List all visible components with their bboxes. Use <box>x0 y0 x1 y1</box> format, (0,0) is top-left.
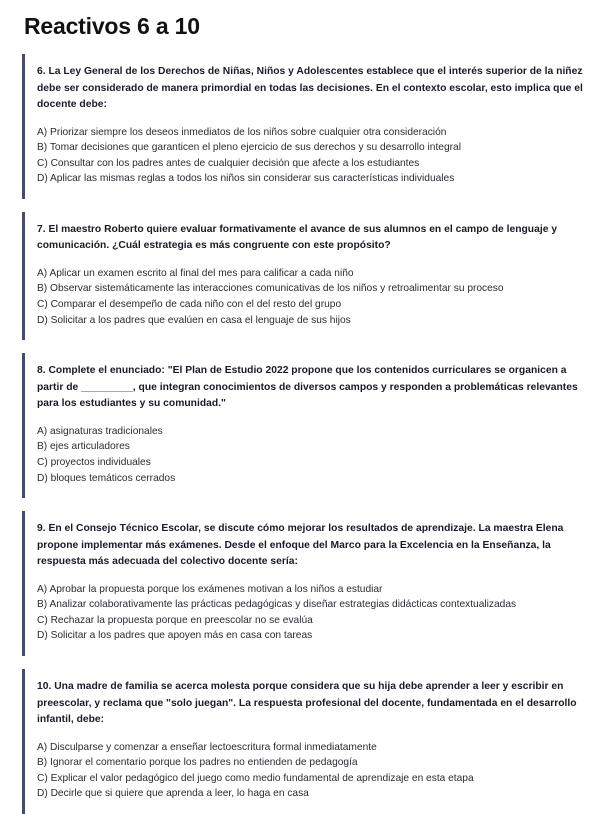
option-item[interactable]: C) proyectos individuales <box>37 456 151 468</box>
option-item[interactable]: A) asignaturas tradicionales <box>37 425 163 437</box>
option-item[interactable]: A) Aplicar un examen escrito al final del mes para calificar a cada niño <box>37 267 354 279</box>
option-item[interactable]: D) Solicitar a los padres que evalúen en casa el lenguaje de sus hijos <box>37 314 351 326</box>
option-item[interactable]: D) Aplicar las mismas reglas a todos los niños sin considerar sus características individuales <box>37 173 455 185</box>
question-spacer <box>0 656 613 669</box>
question-stem: 7. El maestro Roberto quiere evaluar formativamente el avance de sus alumnos en el campo de lenguaje y comunicación. ¿Cuál estrategia es más congruente con este propósito? <box>37 223 558 252</box>
question-block-q9 <box>22 511 595 656</box>
question-stem: 8. Complete el enunciado: "El Plan de Estudio 2022 propone que los contenidos curriculares se organicen a partir de _________, que integran conocimientos de diversos campos y responden a problemáticas relevantes para los estudiantes y su comunidad." <box>37 365 578 410</box>
option-item[interactable]: B) Observar sistemáticamente las interacciones comunicativas de los niños y retroalimentar su proceso <box>37 283 504 295</box>
question-block-q7 <box>22 212 595 340</box>
option-list <box>37 582 595 644</box>
page-title: Reactivos 6 a 10 <box>24 13 200 39</box>
option-item[interactable]: D) Decirle que si quiere que aprenda a leer, lo haga en casa <box>37 788 309 800</box>
option-list <box>37 266 595 328</box>
option-item[interactable]: D) Solicitar a los padres que apoyen más en casa con tareas <box>37 630 313 642</box>
option-item[interactable]: A) Disculparse y comenzar a enseñar lectoescritura formal inmediatamente <box>37 741 377 753</box>
question-block-q6 <box>22 54 595 199</box>
option-item[interactable]: D) bloques temáticos cerrados <box>37 472 176 484</box>
question-spacer <box>0 41 613 54</box>
question-stem: 6. La Ley General de los Derechos de Niñas, Niños y Adolescentes establece que el interés superior de la niñez debe ser considerado de manera primordial en todas las decisiones. En el contexto escolar, esto implica que el docente debe: <box>37 66 583 110</box>
option-item[interactable]: A) Priorizar siempre los deseos inmediatos de los niños sobre cualquier otra consideración <box>37 126 447 138</box>
option-item[interactable]: C) Consultar con los padres antes de cualquier decisión que afecte a los estudiantes <box>37 157 420 169</box>
option-item[interactable]: C) Explicar el valor pedagógico del juego como medio fundamental de aprendizaje en esta etapa <box>37 772 474 784</box>
question-block-q10 <box>22 669 595 814</box>
question-stem: 9. En el Consejo Técnico Escolar, se discute cómo mejorar los resultados de aprendizaje. La maestra Elena propone implementar más exámenes. Desde el enfoque del Marco para la Excelencia en la Enseñanza, la respuesta más adecuada del colectivo docente sería: <box>37 523 564 568</box>
option-list <box>37 424 595 486</box>
option-item[interactable]: B) Ignorar el comentario porque los padres no entienden de pedagogía <box>37 757 358 769</box>
option-list <box>37 740 595 802</box>
question-spacer <box>0 199 613 212</box>
option-list <box>37 125 595 187</box>
option-item[interactable]: C) Rechazar la propuesta porque en preescolar no se evalúa <box>37 614 313 626</box>
option-item[interactable]: B) Analizar colaborativamente las prácticas pedagógicas y diseñar estrategias didácticas contextualizadas <box>37 599 517 611</box>
question-block-q8 <box>22 353 595 498</box>
option-item[interactable]: B) Tomar decisiones que garanticen el pleno ejercicio de sus derechos y su desarrollo integral <box>37 142 461 154</box>
question-spacer <box>0 498 613 511</box>
question-stem: 10. Una madre de familia se acerca molesta porque considera que su hija debe aprender a leer y escribir en preescolar, y reclama que "solo juegan". La respuesta profesional del docente, fundamentada en el desarrollo infantil, debe: <box>37 681 577 725</box>
questions-list <box>0 41 613 814</box>
option-item[interactable]: A) Aprobar la propuesta porque los exámenes motivan a los niños a estudiar <box>37 583 383 595</box>
question-spacer <box>0 340 613 353</box>
option-item[interactable]: B) ejes articuladores <box>37 441 130 453</box>
option-item[interactable]: C) Comparar el desempeño de cada niño con el del resto del grupo <box>37 299 342 311</box>
